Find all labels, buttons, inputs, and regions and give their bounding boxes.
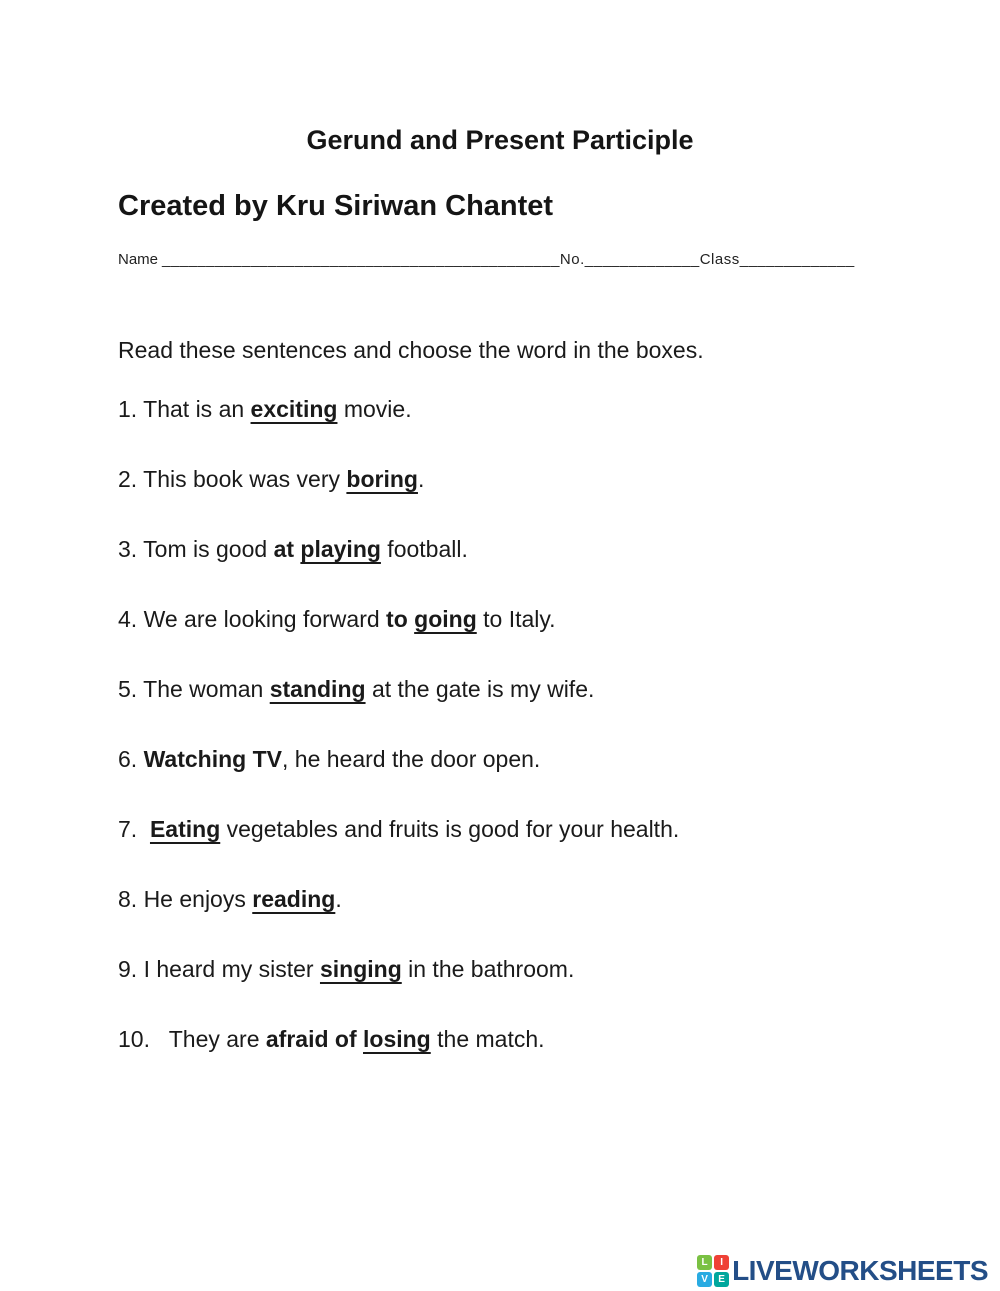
sentence-line-10 (118, 1025, 1000, 1053)
sentence-text: 7. (118, 816, 150, 842)
answer-word: exciting (250, 396, 338, 422)
sentence-text: . (335, 886, 342, 912)
sentence-text: to (386, 606, 415, 632)
name-label: Name (118, 251, 159, 268)
sentence-text: 9. I heard my sister (118, 956, 320, 982)
class-label: Class (699, 251, 740, 268)
sentence-line-1 (118, 395, 1000, 423)
author-heading: Created by Kru Siriwan Chantet (118, 190, 554, 222)
class-blank-field[interactable]: _____________ (739, 251, 855, 268)
answer-word: boring (346, 466, 418, 492)
sentence-line-6 (118, 745, 1000, 773)
brand-name: LIVEWORKSHEETS (732, 1255, 988, 1286)
answer-word: standing (269, 676, 366, 702)
sentence-text: 2. This book was very (118, 466, 347, 492)
sentence-text: football. (380, 536, 468, 562)
logo-tile-l: L (697, 1255, 712, 1270)
sentence-text: 6. (118, 746, 144, 772)
answer-word: losing (363, 1026, 431, 1052)
sentence-line-8 (118, 885, 1000, 913)
answer-word: reading (252, 886, 336, 912)
sentence-text: 4. We are looking forward (118, 606, 387, 632)
sentence-text: Watching TV (143, 746, 282, 772)
sentence-text: at (273, 536, 301, 562)
sentence-text: at the gate is my wife. (365, 676, 595, 702)
sentence-text: vegetables and fruits is good for your health. (220, 816, 680, 842)
name-blank-field[interactable]: _____________________________________________ (162, 251, 560, 268)
sentence-line-7 (118, 815, 1000, 843)
sentence-text: 3. Tom is good (118, 536, 274, 562)
logo-tile-i: I (714, 1255, 729, 1270)
answer-word: going (414, 606, 477, 632)
instructions-text: Read these sentences and choose the word in the boxes. (118, 337, 704, 363)
sentence-text: , he heard the door open. (282, 746, 541, 772)
logo-tile-v: V (697, 1272, 712, 1287)
sentence-text: afraid of (265, 1026, 364, 1052)
sentence-text: to Italy. (476, 606, 556, 632)
sentence-text: 8. He enjoys (118, 886, 253, 912)
no-label: No. (559, 251, 585, 268)
sentence-line-4 (118, 605, 1000, 633)
sentence-text: movie. (337, 396, 412, 422)
sentence-line-5 (118, 675, 1000, 703)
page-title: Gerund and Present Participle (306, 125, 694, 155)
sentence-line-9 (118, 955, 1000, 983)
sentence-line-2 (118, 465, 1000, 493)
student-info-line (118, 250, 882, 270)
sentence-text: 1. That is an (118, 396, 251, 422)
sentence-line-3 (118, 535, 1000, 563)
answer-word: Eating (149, 816, 221, 842)
answer-word: singing (319, 956, 402, 982)
sentence-text: 5. The woman (118, 676, 270, 702)
sentence-text: . (417, 466, 425, 492)
answer-word: playing (300, 536, 381, 562)
liveworksheets-logo-icon (697, 1255, 729, 1287)
sentence-text: in the bathroom. (401, 956, 575, 982)
liveworksheets-brand-link[interactable] (697, 1255, 988, 1287)
sentence-list (118, 395, 1000, 1053)
sentence-text: 10. They are (118, 1026, 266, 1052)
no-blank-field[interactable]: _____________ (584, 251, 700, 268)
logo-tile-e: E (714, 1272, 729, 1287)
sentence-text: the match. (430, 1026, 545, 1052)
